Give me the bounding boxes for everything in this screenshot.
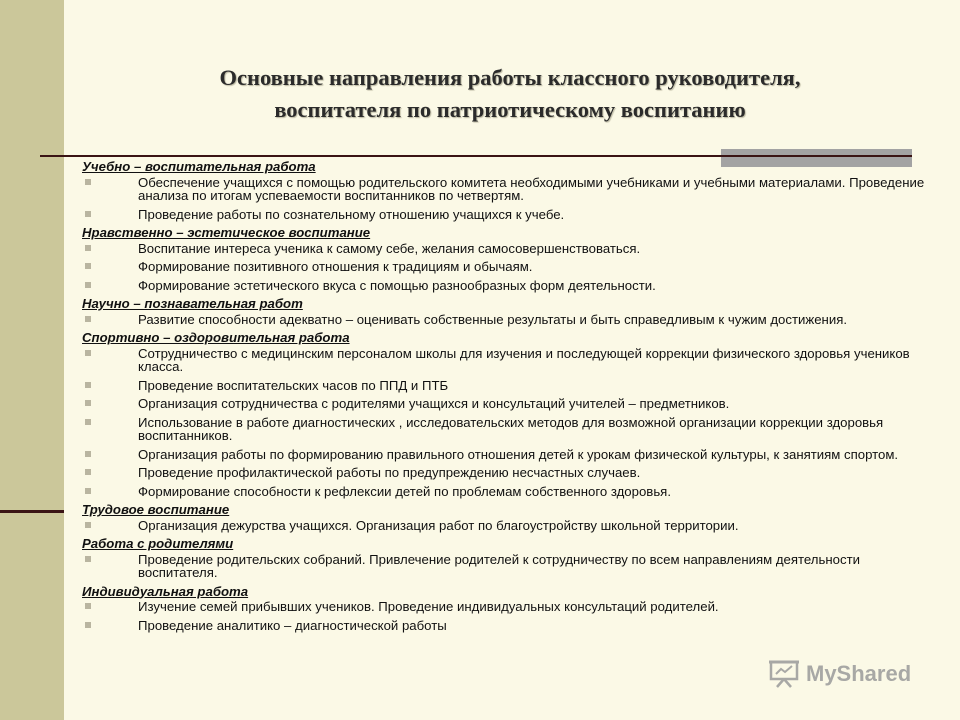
list-item xyxy=(82,416,942,443)
square-bullet-icon xyxy=(85,556,91,562)
list-item-text: Воспитание интереса ученика к самому себе, желания самосовершенствоваться. xyxy=(138,240,641,256)
list-item xyxy=(82,553,942,580)
title-underline-rule xyxy=(40,155,912,157)
section-heading: Научно – познавательная работ xyxy=(82,296,303,311)
list-item xyxy=(82,260,942,274)
list-item-text: Развитие способности адекватно – оценивать собственные результаты и быть справедливым к чужим достижения. xyxy=(138,311,847,327)
square-bullet-icon xyxy=(85,382,91,388)
slide-content xyxy=(82,160,942,637)
list-item xyxy=(82,466,942,480)
square-bullet-icon xyxy=(85,419,91,425)
list-item-text: Формирование эстетического вкуса с помощью разнообразных форм деятельности. xyxy=(138,277,656,293)
list-item xyxy=(82,600,942,614)
square-bullet-icon xyxy=(85,603,91,609)
list-item xyxy=(82,176,942,203)
square-bullet-icon xyxy=(85,622,91,628)
left-decorative-band xyxy=(0,0,64,720)
section-heading: Учебно – воспитательная работа xyxy=(82,159,316,174)
myshared-watermark xyxy=(768,658,911,690)
list-item xyxy=(82,379,942,393)
square-bullet-icon xyxy=(85,522,91,528)
section-heading: Работа с родителями xyxy=(82,536,234,551)
square-bullet-icon xyxy=(85,263,91,269)
list-item-text: Использование в работе диагностических , исследовательских методов для возможной организации коррекции здоровья воспитанников. xyxy=(138,414,884,443)
section-heading: Нравственно – эстетическое воспитание xyxy=(82,225,371,240)
list-item-text: Организация работы по формированию правильного отношения детей к урокам физической культуры, к занятиям спортом. xyxy=(138,446,899,462)
list-item-text: Организация дежурства учащихся. Организация работ по благоустройству школьной территории. xyxy=(138,517,739,533)
projector-board-icon xyxy=(768,659,802,689)
section-heading: Трудовое воспитание xyxy=(82,502,230,517)
list-item xyxy=(82,448,942,462)
square-bullet-icon xyxy=(85,179,91,185)
square-bullet-icon xyxy=(85,451,91,457)
square-bullet-icon xyxy=(85,245,91,251)
section-heading: Спортивно – оздоровительная работа xyxy=(82,330,350,345)
slide-title-line-2: воспитателя по патриотическому воспитанию xyxy=(274,97,746,122)
slide-title-line-1: Основные направления работы классного руководителя, xyxy=(219,65,801,90)
square-bullet-icon xyxy=(85,282,91,288)
list-item-text: Организация сотрудничества с родителями учащихся и консультаций учителей – предметников. xyxy=(138,396,730,411)
slide-title xyxy=(120,62,900,126)
square-bullet-icon xyxy=(85,211,91,217)
list-item xyxy=(82,485,942,499)
square-bullet-icon xyxy=(85,469,91,475)
list-item xyxy=(82,397,942,411)
list-item-text: Проведение профилактической работы по предупреждению несчастных случаев. xyxy=(138,465,641,480)
section-heading: Индивидуальная работа xyxy=(82,583,249,599)
list-item xyxy=(82,313,942,327)
list-item xyxy=(82,208,942,222)
list-item xyxy=(82,279,942,293)
square-bullet-icon xyxy=(85,488,91,494)
left-band-divider xyxy=(0,510,64,513)
list-item-text: Изучение семей прибывших учеников. Проведение индивидуальных консультаций родителей. xyxy=(138,599,719,614)
list-item-text: Обеспечение учащихся с помощью родительского комитета необходимыми учебниками и учебными материалами. Проведение анализа по итогам успеваемости воспитанников по четвертям. xyxy=(138,174,925,203)
list-item xyxy=(82,619,942,633)
square-bullet-icon xyxy=(85,400,91,406)
list-item-text: Проведение работы по сознательному отношению учащихся к учебе. xyxy=(138,206,565,222)
list-item-text: Формирование способности к рефлексии детей по проблемам собственного здоровья. xyxy=(138,483,671,499)
list-item-text: Проведение воспитательских часов по ППД и ПТБ xyxy=(138,377,449,393)
square-bullet-icon xyxy=(85,350,91,356)
list-item-text: Проведение родительских собраний. Привлечение родителей к сотрудничеству по всем направлениям деятельности воспитателя. xyxy=(138,551,860,580)
list-item-text: Сотрудничество с медицинским персоналом школы для изучения и последующей коррекции физического здоровья учеников класса. xyxy=(138,345,910,374)
list-item xyxy=(82,347,942,374)
list-item-text: Проведение аналитико – диагностической работы xyxy=(138,617,447,633)
list-item xyxy=(82,519,942,533)
square-bullet-icon xyxy=(85,316,91,322)
list-item-text: Формирование позитивного отношения к традициям и обычаям. xyxy=(138,259,533,274)
list-item xyxy=(82,242,942,256)
watermark-text: MyShared xyxy=(806,661,912,686)
